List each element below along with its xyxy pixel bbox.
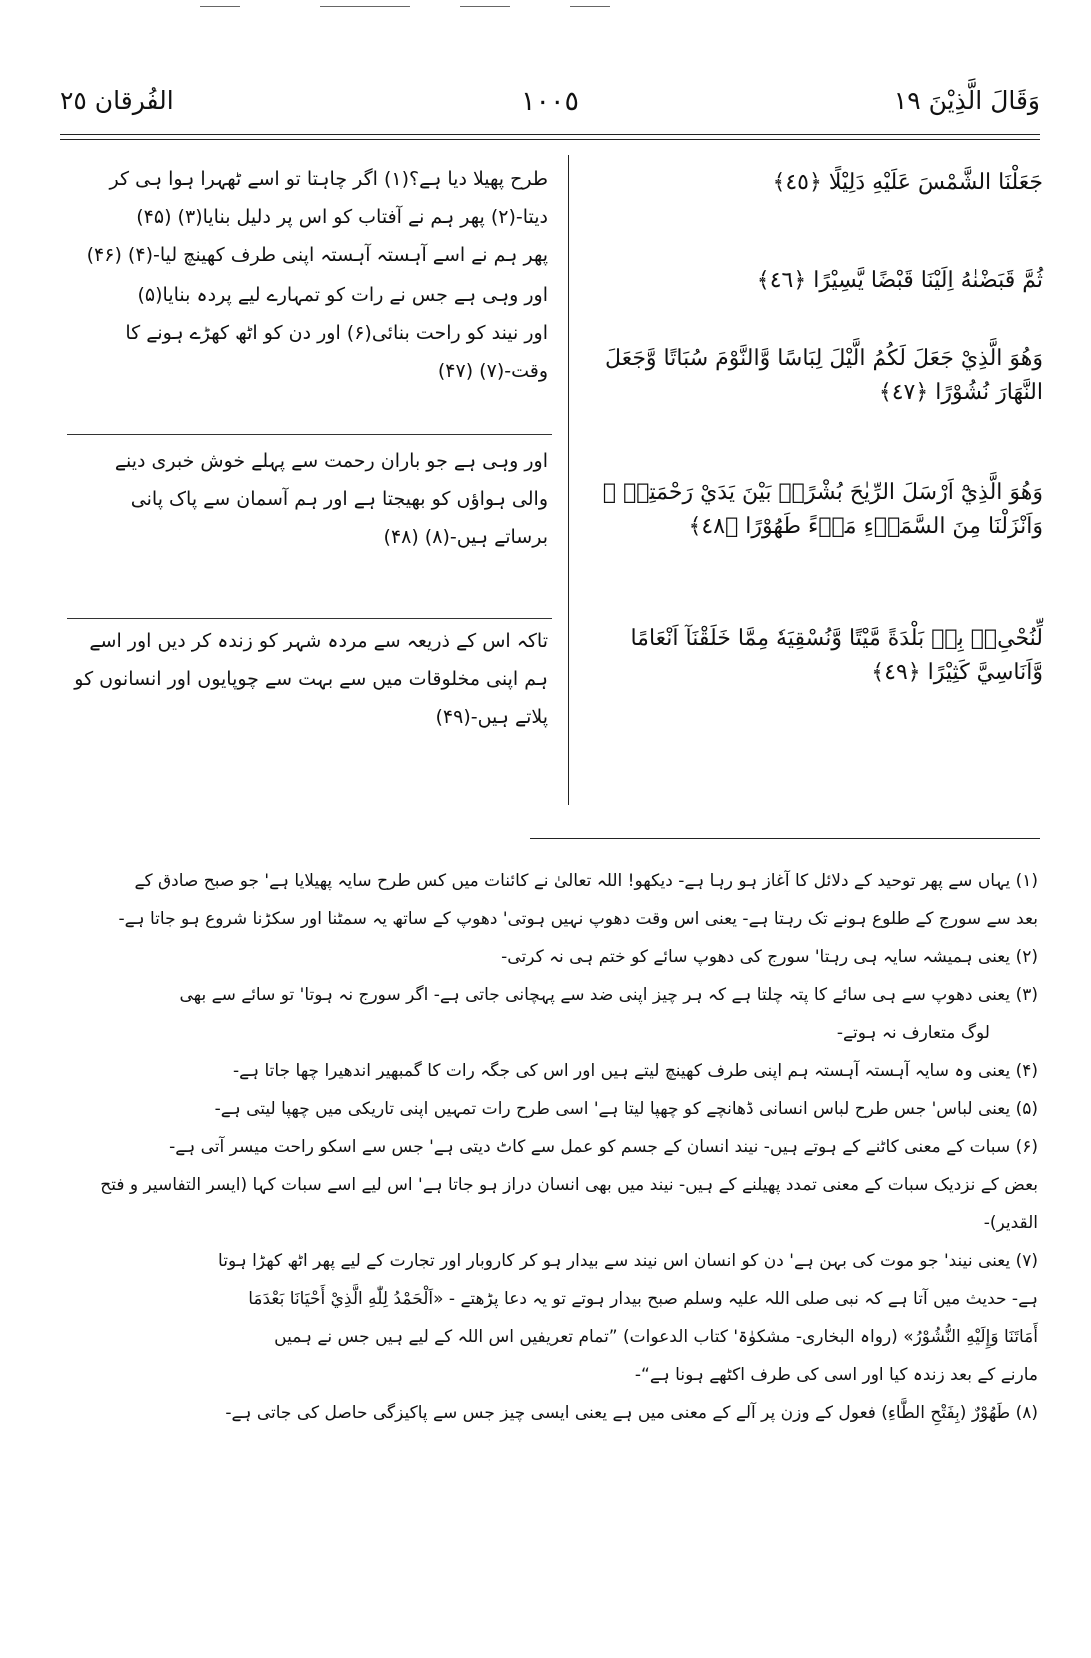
- footnotes: [78, 862, 1038, 1432]
- translation-block: [70, 442, 548, 556]
- footnote-line: (۸) طَهُوْرٌ (بِفَتْحِ الطَّاءِ) فعول کے وزن پر آلے کے معنی میں ہے یعنی ایسی چیز جس سے پاکیزگی حاصل کی جاتی ہے-: [225, 1403, 1038, 1423]
- arabic-verse: [588, 622, 1043, 690]
- juz-title: وَقَالَ الَّذِيْنَ ١٩: [893, 86, 1040, 115]
- footnote-line: (۲) یعنی ہمیشہ سایہ ہی رہتا' سورج کی دھوپ سائے کو ختم ہی نہ کرتی-: [501, 947, 1038, 967]
- verse-line: جَعَلْنَا الشَّمْسَ عَلَيْهِ دَلِيْلًا ﴿٤٥﴾: [772, 170, 1043, 195]
- arabic-verse: [588, 166, 1043, 200]
- footnote-line: (۱) یہاں سے پھر توحید کے دلائل کا آغاز ہو رہا ہے- دیکھو! اللہ تعالیٰ نے کائنات میں کس طرح سایہ پھیلایا ہے' جو صبح صادق کے: [134, 871, 1038, 891]
- arabic-verse: [588, 264, 1043, 298]
- surah-title: الفُرقان ٢٥: [60, 86, 174, 115]
- translation-line: اور وہی ہے جس نے رات کو تمہارے لیے پردہ بنایا(۵): [137, 284, 548, 306]
- footnote-line: (۳) یعنی دھوپ سے ہی سائے کا پتہ چلتا ہے کہ ہر چیز اپنی ضد سے پہچانی جاتی ہے- اگر سورج نہ ہوتا' تو سائے سے بھی: [179, 985, 1038, 1005]
- verse-line: وَّاَنَاسِيَّ كَثِيْرًا ﴿٤٩﴾: [871, 660, 1043, 685]
- verse-line: وَهُوَ الَّذِيْٓ اَرْسَلَ الرِّيٰحَ بُشْرًاۢ بَيْنَ يَدَيْ رَحْمَتِهٖ ۚ: [602, 480, 1043, 505]
- footnote-line: أَمَاتَنَا وَإِلَيْهِ النُّشُوْرُ» (رواہ البخاری- مشکوٰۃ' کتاب الدعوات) ”تمام تعریفیں اس اللہ کے لیے ہیں جس نے ہمیں: [274, 1327, 1038, 1347]
- translation-block: [70, 276, 548, 390]
- verse-line: النَّهَارَ نُشُوْرًا ﴿٤٧﴾: [878, 380, 1043, 405]
- translation-line: اور نیند کو راحت بنائی(۶) اور دن کو اٹھ کھڑے ہونے کا: [125, 322, 548, 344]
- scan-mark: [320, 6, 410, 7]
- scan-mark: [460, 6, 510, 7]
- footnote-line: لوگ متعارف نہ ہوتے-: [836, 1023, 990, 1043]
- header-rule: [60, 139, 1040, 140]
- translation-line: اور وہی ہے جو باران رحمت سے پہلے خوش خبری دینے: [114, 450, 548, 472]
- translation-line: ہم اپنی مخلوقات میں سے بہت سے چوپایوں اور انسانوں کو: [74, 668, 548, 690]
- footnote-line: (۶) سبات کے معنی کاٹنے کے ہوتے ہیں- نیند انسان کے جسم کو عمل سے کاٹ دیتی ہے' جس سے اسکو راحت میسر آتی ہے-: [169, 1137, 1038, 1157]
- header-rule: [60, 134, 1040, 135]
- footnote-line: بعض کے نزدیک سبات کے معنی تمدد پھیلنے کے ہیں- نیند میں بھی انسان دراز ہو جاتا ہے' اس لیے اسے سبات کہا (ایسر التفاسیر و فتح القدیر)-: [100, 1175, 1038, 1233]
- translation-line: پلاتے ہیں-(۴۹): [435, 706, 548, 728]
- verse-line: ثُمَّ قَبَضْنٰهُ اِلَيْنَا قَبْضًا يَّسِيْرًا ﴿٤٦﴾: [756, 268, 1043, 293]
- verse-line: وَاَنْزَلْنَا مِنَ السَّمَاۗءِ مَاۗءً طَهُوْرًا ﴿٤٨﴾: [688, 514, 1043, 539]
- translation-line: وقت-(۷) (۴۷): [437, 360, 548, 382]
- verse-line: وَهُوَ الَّذِيْ جَعَلَ لَكُمُ الَّيْلَ لِبَاسًا وَّالنَّوْمَ سُبَاتًا وَّجَعَلَ: [605, 346, 1043, 371]
- footnote-line: (۷) یعنی نیند' جو موت کی بہن ہے' دن کو انسان اس نیند سے بیدار ہو کر کاروبار اور تجارت کے لیے پھر اٹھ کھڑا ہوتا: [218, 1251, 1038, 1271]
- translation-line: طرح پھیلا دیا ہے؟(۱) اگر چاہتا تو اسے ٹھہرا ہوا ہی کر: [109, 168, 548, 190]
- footnote-line: بعد سے سورج کے طلوع ہونے تک رہتا ہے- یعنی اس وقت دھوپ نہیں ہوتی' دھوپ کے ساتھ یہ سمٹنا اور سکڑنا شروع ہو جاتا ہے-: [118, 909, 1038, 929]
- translation-line: تاکہ اس کے ذریعہ سے مردہ شہر کو زندہ کر دیں اور اسے: [89, 630, 548, 652]
- page-number: ١٠٠٥: [520, 86, 580, 117]
- column-divider: [568, 155, 569, 805]
- block-separator: [67, 434, 552, 435]
- scan-mark: [570, 6, 610, 7]
- footnote-line: (۴) یعنی وہ سایہ آہستہ آہستہ ہم اپنی طرف کھینچ لیتے ہیں اور اس کی جگہ رات کا گمبھیر اندھیرا چھا جاتا ہے-: [233, 1061, 1038, 1081]
- translation-block: [70, 622, 548, 736]
- block-separator: [67, 618, 552, 619]
- footnote-rule: [530, 838, 1040, 839]
- verse-line: لِّنُحْیِۦَ بِهٖ بَلْدَةً مَّيْتًا وَّنُسْقِيَهٗ مِمَّا خَلَقْنَآ اَنْعَامًا: [630, 626, 1043, 651]
- translation-line: برساتے ہیں-(۸) (۴۸): [383, 526, 548, 548]
- page-header: [60, 86, 1040, 136]
- footnote-line: ہے- حدیث میں آتا ہے کہ نبی صلی اللہ علیہ وسلم صبح بیدار ہوتے تو یہ دعا پڑھتے - «اَلْحَمْدُ لِلّٰهِ الَّذِيْ أَحْيَانَا بَعْدَمَا: [248, 1289, 1038, 1309]
- translation-line: پھر ہم نے اسے آہستہ آہستہ اپنی طرف کھینچ لیا-(۴) (۴۶): [86, 244, 548, 266]
- arabic-verse: [588, 476, 1043, 544]
- footnote-line: مارنے کے بعد زندہ کیا اور اسی کی طرف اکٹھے ہونا ہے“-: [634, 1365, 1038, 1385]
- footnote-line: (۵) یعنی لباس' جس طرح لباس انسانی ڈھانچے کو چھپا لیتا ہے' اسی طرح رات تمہیں اپنی تاریکی میں چھپا لیتی ہے-: [214, 1099, 1038, 1119]
- scan-mark: [200, 6, 240, 7]
- translation-block: [70, 160, 548, 274]
- translation-line: والی ہواؤں کو بھیجتا ہے اور ہم آسمان سے پاک پانی: [130, 488, 548, 510]
- arabic-verse: [588, 342, 1043, 410]
- translation-line: دیتا-(۲) پھر ہم نے آفتاب کو اس پر دلیل بنایا(۳) (۴۵): [136, 206, 548, 228]
